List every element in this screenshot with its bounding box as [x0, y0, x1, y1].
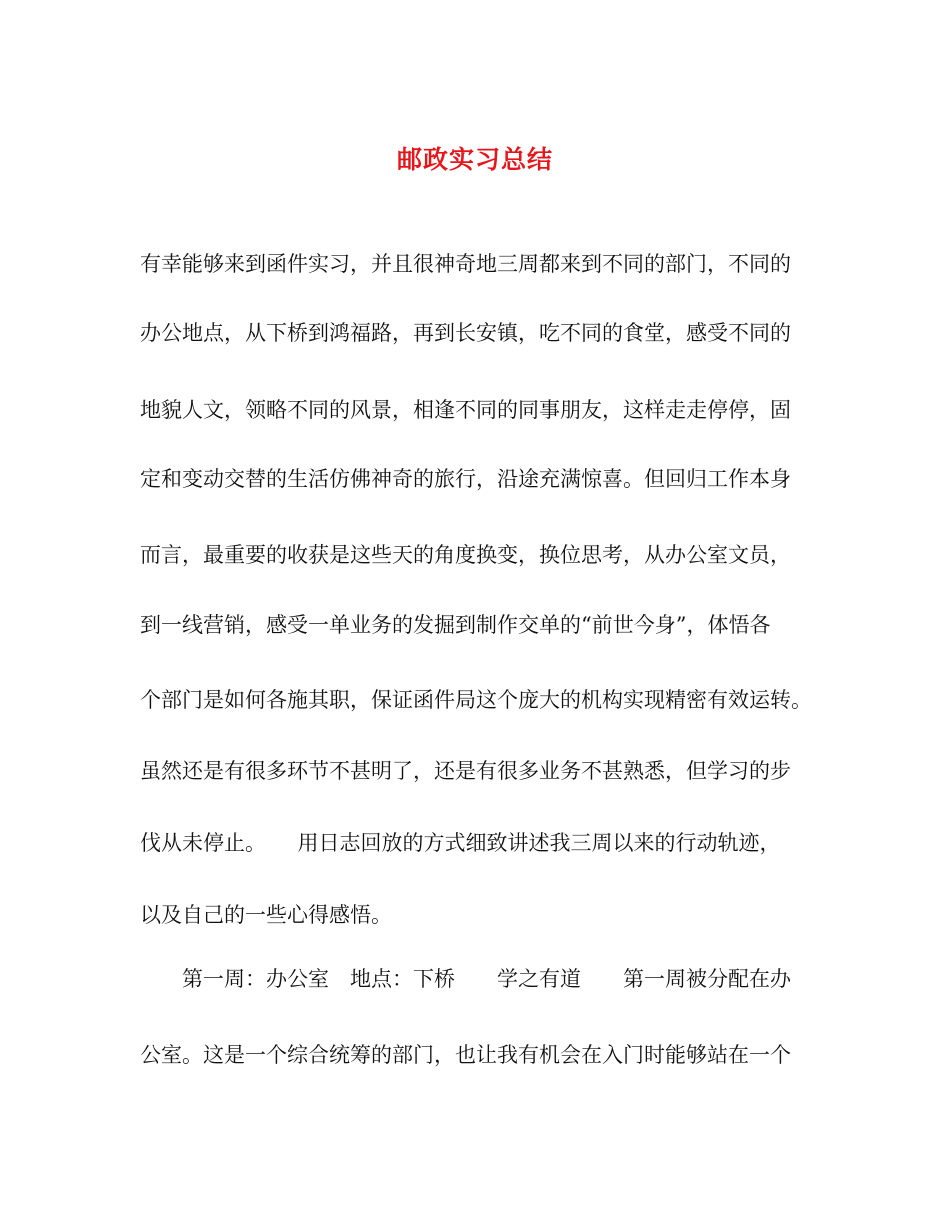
- body-line: 公室。这是一个综合统筹的部门，也让我有机会在入门时能够站在一个: [140, 1043, 791, 1067]
- body-line: 以及自己的一些心得感悟。: [140, 903, 392, 927]
- body-line: 虽然还是有很多环节不甚明了，还是有很多业务不甚熟悉，但学习的步: [140, 759, 791, 783]
- body-line: 个部门是如何各施其职，保证函件局这个庞大的机构实现精密有效运转。: [140, 688, 812, 712]
- body-line: 办公地点，从下桥到鸿福路，再到长安镇，吃不同的食堂，感受不同的: [140, 321, 791, 345]
- body-line: 到一线营销，感受一单业务的发掘到制作交单的“前世今身”，体悟各: [140, 613, 771, 637]
- body-line: 有幸能够来到函件实习，并且很神奇地三周都来到不同的部门，不同的: [140, 252, 791, 276]
- body-line: 地貌人文，领略不同的风景，相逢不同的同事朋友，这样走走停停，固: [140, 398, 791, 422]
- document-title: 邮政实习总结: [396, 145, 553, 174]
- body-line: 定和变动交替的生活仿佛神奇的旅行，沿途充满惊喜。但回归工作本身: [140, 467, 791, 491]
- body-line: 第一周：办公室 地点：下桥 学之有道 第一周被分配在办: [140, 967, 791, 991]
- body-line: 伐从未停止。 用日志回放的方式细致讲述我三周以来的行动轨迹，: [140, 831, 781, 855]
- body-line: 而言，最重要的收获是这些天的角度换变，换位思考，从办公室文员，: [140, 543, 791, 567]
